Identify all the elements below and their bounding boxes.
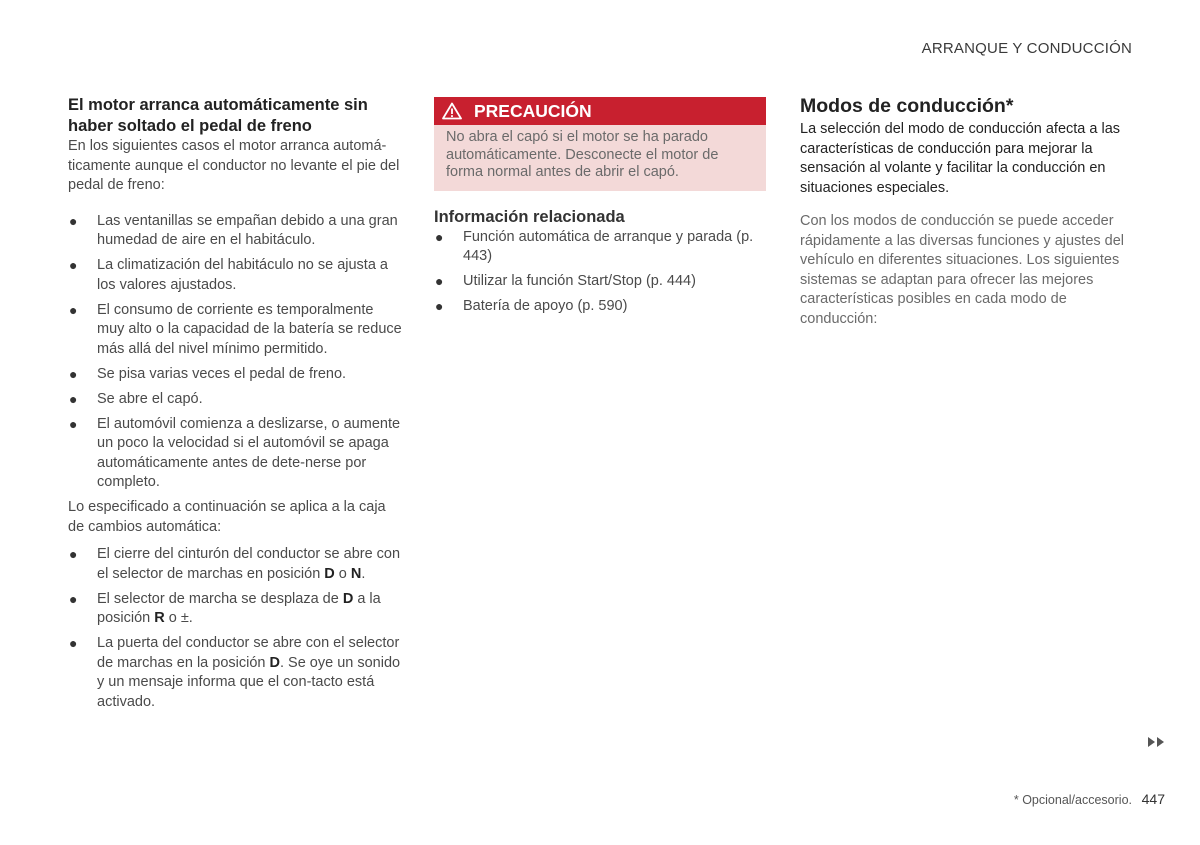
caution-box	[434, 97, 766, 191]
bullet-icon: ●	[435, 273, 444, 289]
lead-paragraph: La selección del modo de conducción afecta a las características de conducción para mejorar la sensación al volante y facilitar la conducción en situaciones especiales.	[800, 121, 1121, 196]
bullet-icon: ●	[69, 635, 78, 651]
column-left	[68, 95, 403, 718]
footnote: * Opcional/accesorio.	[1013, 793, 1132, 807]
related-link[interactable]: ● Utilizar la función Start/Stop (p. 444)	[434, 272, 766, 292]
list-item: ● Las ventanillas se empañan debido a una gran humedad de aire en el habitáculo.	[69, 212, 398, 248]
list-item: ● El cierre del cinturón del conductor se abre con el selector de marchas en posición D o N.	[69, 546, 401, 582]
bullet-icon: ●	[69, 257, 78, 273]
section-heading: El motor arranca automáticamente sin haber soltado el pedal de freno	[68, 96, 368, 135]
list-item: ● La climatización del habitáculo no se ajusta a los valores ajustados.	[69, 257, 388, 293]
bullet-icon: ●	[69, 365, 78, 382]
bullet-icon: ●	[435, 228, 444, 245]
bullet-icon: ●	[69, 301, 78, 318]
list-item: ● Se abre el capó.	[68, 390, 403, 410]
section-header: ARRANQUE Y CONDUCCIÓN	[921, 40, 1132, 57]
double-arrow-right-icon	[1146, 735, 1166, 749]
list-item: ● El selector de marcha se desplaza de D a la posición R o ±.	[69, 590, 381, 626]
list-item: ● Se pisa varias veces el pedal de freno.	[68, 365, 403, 385]
page-number: 447	[1141, 791, 1165, 807]
bullet-icon: ●	[69, 212, 78, 229]
related-link[interactable]: ● Función automática de arranque y parada (p. 443)	[435, 228, 754, 264]
list-item: ● El consumo de corriente es temporalmente muy alto o la capacidad de la batería se reduce más allá del nivel mínimo permitido.	[69, 301, 402, 357]
warning-triangle-icon	[442, 102, 462, 120]
bullet-icon: ●	[435, 298, 444, 314]
body-paragraph: Con los modos de conducción se puede acceder rápidamente a las diversas funciones y ajustes del vehículo en diferentes situaciones. Los siguientes sistemas se adaptan para ofrecer las mejores características posibles en cada modo de conducción:	[800, 213, 1125, 327]
bullet-icon: ●	[69, 546, 78, 562]
related-link[interactable]: ● Batería de apoyo (p. 590)	[434, 297, 766, 317]
caution-title: PRECAUCIÓN	[474, 100, 592, 121]
conditions-list	[68, 212, 403, 493]
caution-header	[434, 97, 766, 125]
page-title: Modos de conducción*	[800, 95, 1014, 117]
intro-paragraph: En los siguientes casos el motor arranca automá-ticamente aunque el conductor no levante el pie del pedal de freno:	[68, 138, 400, 193]
list-item: ● La puerta del conductor se abre con el selector de marchas en la posición D. Se oye un sonido y un mensaje informa que el con-tacto está activado.	[69, 635, 401, 710]
column-right	[800, 95, 1130, 329]
related-info-list	[434, 228, 766, 317]
bullet-icon: ●	[69, 590, 78, 607]
bullet-icon: ●	[69, 415, 78, 432]
bullet-icon: ●	[69, 390, 78, 407]
related-info-heading: Información relacionada	[434, 207, 625, 226]
automatic-gearbox-list	[68, 545, 403, 712]
list-item: ● El automóvil comienza a deslizarse, o aumente un poco la velocidad si el automóvil se apaga automáticamente antes de dete-nerse por completo.	[69, 415, 401, 490]
column-middle	[434, 97, 766, 322]
caution-text: No abra el capó si el motor se ha parado automáticamente. Desconecte el motor de forma normal antes de abrir el capó.	[446, 129, 719, 180]
automatic-gearbox-intro: Lo especificado a continuación se aplica a la caja de cambios automática:	[68, 499, 386, 535]
